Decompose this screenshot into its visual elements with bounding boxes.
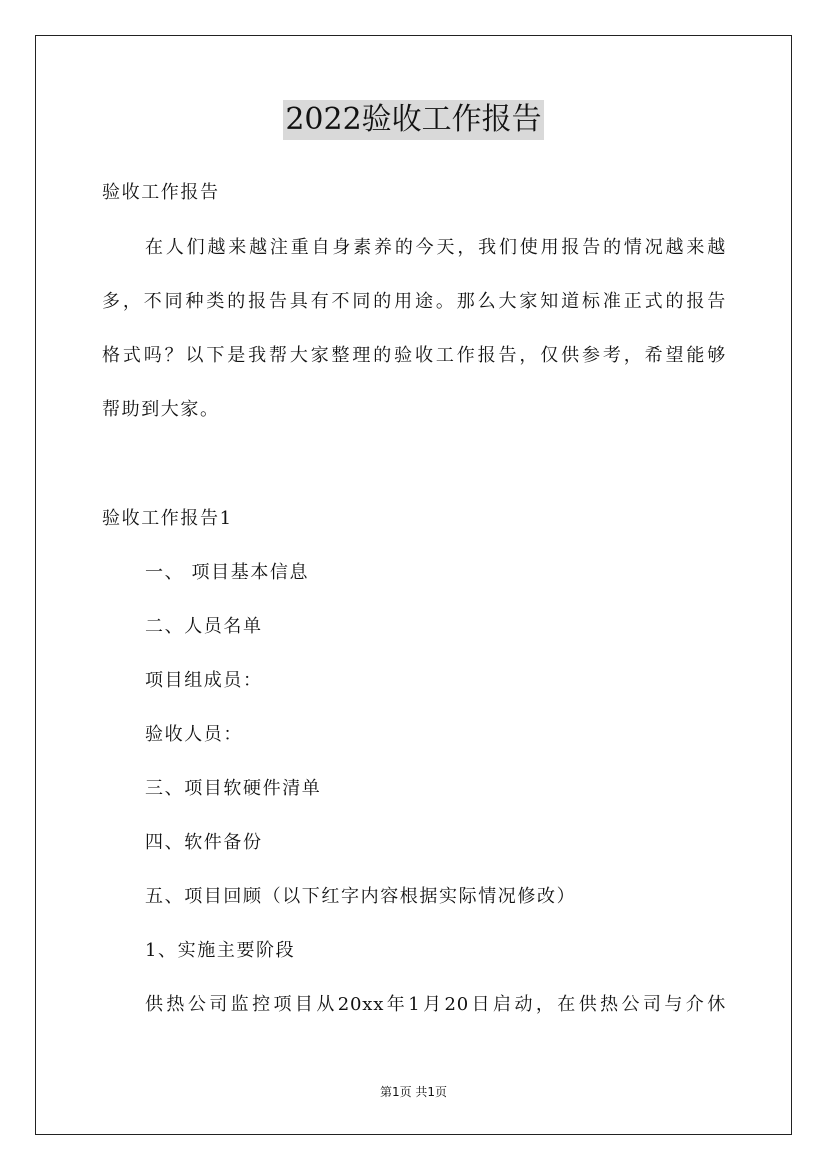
list-item: 五、项目回顾（以下红字内容根据实际情况修改） [145,886,577,907]
document-title: 2022验收工作报告 [283,100,543,140]
list-item: 一、 项目基本信息 [145,562,310,583]
document-subtitle: 验收工作报告 [102,182,220,203]
title-container [0,100,827,140]
list-item: 二、人员名单 [145,616,263,637]
list-item: 验收人员： [145,724,243,745]
intro-paragraph-line-4: 帮助到大家。 [102,399,220,420]
page-footer: 第1页 共1页 [379,1085,448,1099]
list-item: 项目组成员： [145,670,263,691]
intro-paragraph-line-2: 多，不同种类的报告具有不同的用途。那么大家知道标准正式的报告 [102,291,726,312]
intro-paragraph-line-1: 在人们越来越注重自身素养的今天，我们使用报告的情况越来越 [145,237,726,258]
list-item: 1、实施主要阶段 [145,940,296,961]
list-item: 四、软件备份 [145,832,263,853]
body-paragraph-line: 供热公司监控项目从20xx年1月20日启动，在供热公司与介休 [145,994,726,1015]
list-item: 三、项目软硬件清单 [145,778,322,799]
section-heading: 验收工作报告1 [102,508,233,529]
intro-paragraph-line-3: 格式吗？以下是我帮大家整理的验收工作报告，仅供参考，希望能够 [102,345,726,366]
